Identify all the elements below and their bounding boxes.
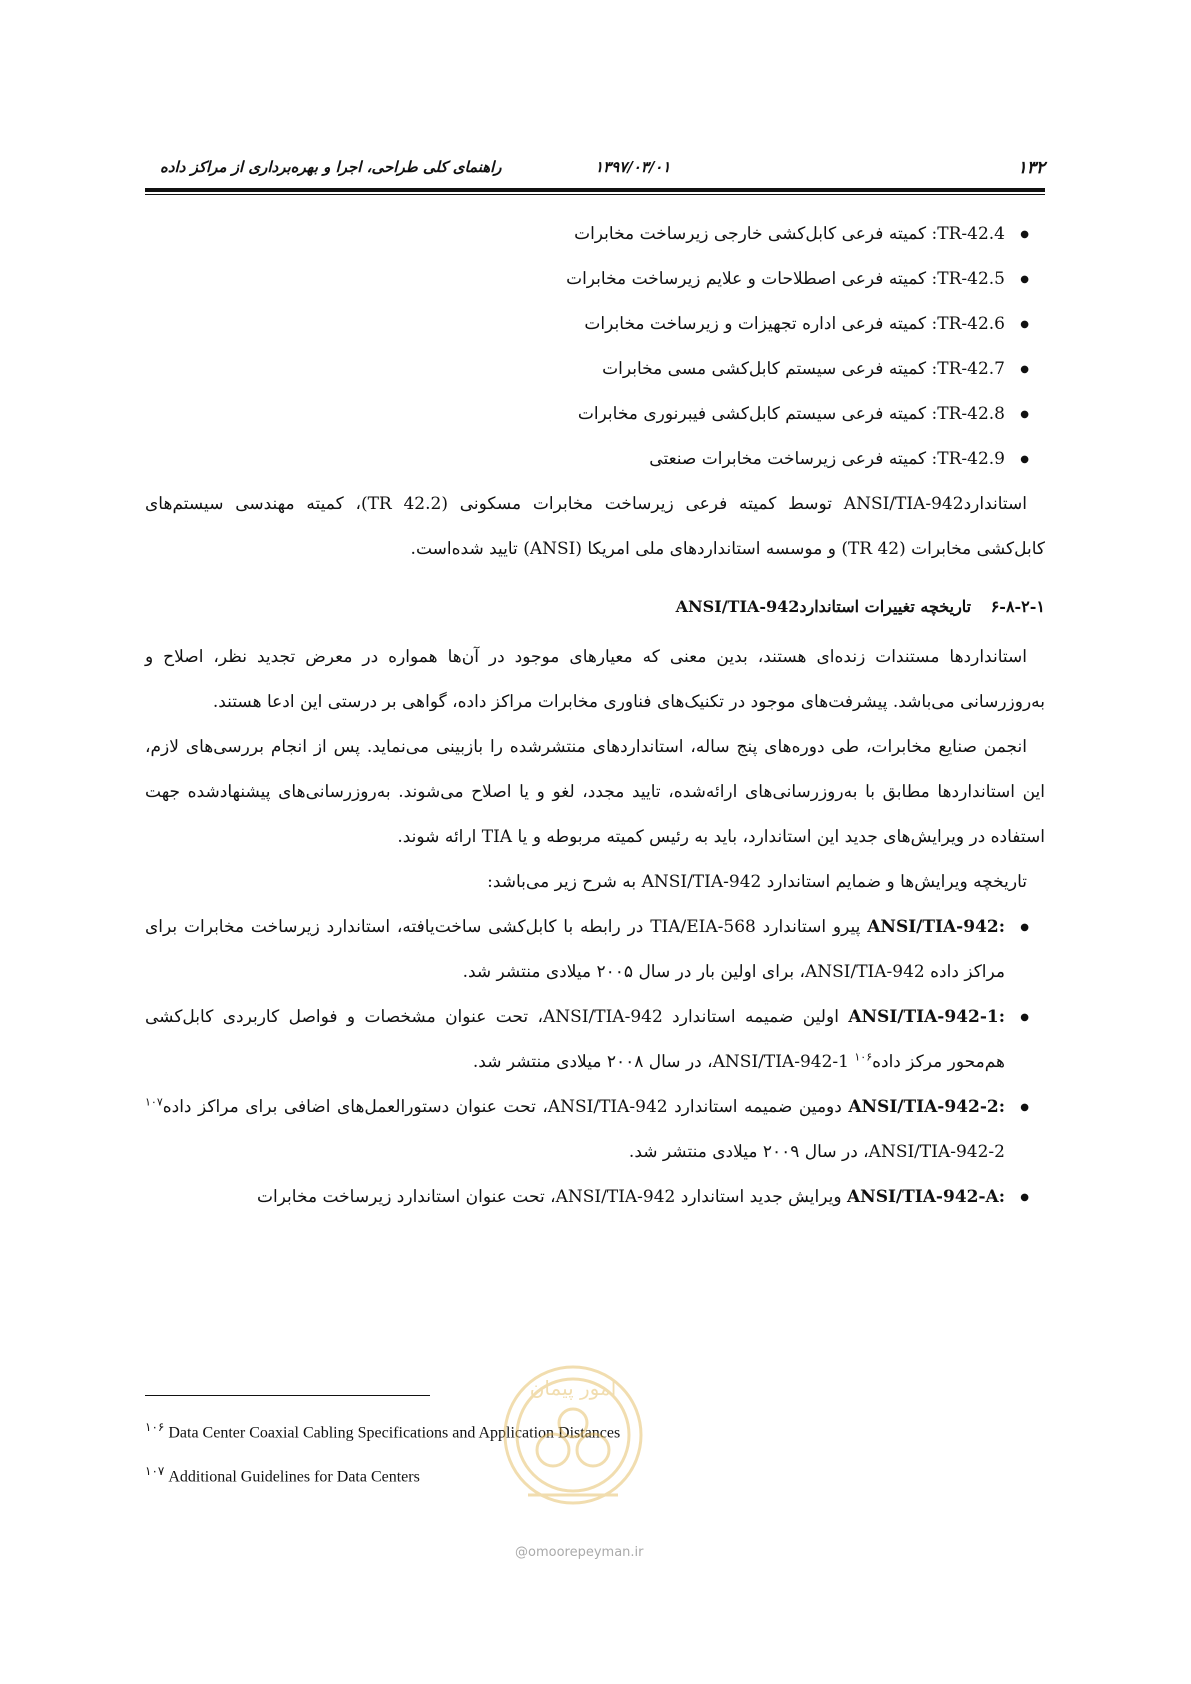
history-label: ANSI/TIA-942-A: — [846, 1187, 1005, 1207]
header-date: ۱۳۹۷/۰۳/۰۱ — [595, 158, 671, 176]
list-item: ● TR-42.8: کمیته فرعی سیستم کابل‌کشی فیبرنوری مخابرات — [145, 392, 1045, 437]
history-text: ویرایش جدید استاندارد ANSI/TIA-942، تحت عنوان استاندارد زیرساخت مخابرات — [256, 1187, 847, 1207]
intro-paragraph: استانداردANSI/TIA-942 توسط کمیته فرعی زیرساخت مخابرات مسکونی (TR 42.2)، کمیته مهندسی سیستم‌های کابل‌کشی مخابرات (TR 42) و موسسه استانداردهای ملی امریکا (ANSI) تایید شده‌است. — [145, 494, 1045, 559]
page-number: ۱۳۲ — [1017, 158, 1045, 178]
watermark-url: @omoorepeyman.ir — [515, 1545, 644, 1560]
history-text: پیرو استاندارد TIA/EIA-568 در رابطه با کابل‌کشی ساخت‌یافته، استاندارد زیرساخت مخابرات برای مراکز داده ANSI/TIA-942، برای اولین بار در سال ۲۰۰۵ میلادی منتشر شد. — [145, 917, 1005, 982]
footnote — [145, 1408, 845, 1452]
page-body — [145, 212, 1045, 1220]
watermark-logo — [498, 1345, 648, 1535]
header-title: راهنمای کلی طراحی، اجرا و بهره‌برداری از مراکز داده — [160, 158, 502, 176]
history-item — [145, 905, 1045, 995]
history-list — [145, 905, 1045, 1220]
footnote — [145, 1452, 845, 1496]
paragraph: تاریخچه ویرایش‌ها و ضمایم استاندارد ANSI/TIA-942 به شرح زیر می‌باشد: — [487, 872, 1027, 892]
list-item: ● TR-42.4: کمیته فرعی کابل‌کشی خارجی زیرساخت مخابرات — [145, 212, 1045, 257]
history-item — [145, 995, 1045, 1085]
history-text-tail: ANSI/TIA-942-2، در سال ۲۰۰۹ میلادی منتشر شد. — [628, 1142, 1005, 1162]
section-title: تاریخچه تغییرات استانداردANSI/TIA-942 — [675, 597, 972, 616]
history-text: اولین ضمیمه استاندارد ANSI/TIA-942، تحت عنوان مشخصات و فواصل کاربردی کابل‌کشی هم‌محور مرکز داده — [145, 1007, 1005, 1072]
history-text-tail: ANSI/TIA-942-1، در سال ۲۰۰۸ میلادی منتشر شد. — [472, 1052, 855, 1072]
section-heading — [145, 584, 1045, 629]
footnote-ref[interactable]: ۱۰۷ — [145, 1095, 163, 1109]
list-item: ● TR-42.5: کمیته فرعی اصطلاحات و علایم زیرساخت مخابرات — [145, 257, 1045, 302]
history-label: ANSI/TIA-942: — [867, 917, 1005, 937]
history-label: ANSI/TIA-942-2: — [848, 1097, 1005, 1117]
section-number: ۶-۸-۲-۱ — [990, 597, 1045, 616]
history-item — [145, 1175, 1045, 1220]
paragraph: انجمن صنایع مخابرات، طی دوره‌های پنج ساله، استانداردهای منتشرشده را بازبینی می‌نماید. پس از انجام بررسی‌های لازم، این استانداردها مطابق با به‌روزرسانی‌های ارائه‌شده، تایید مجدد، لغو و یا اصلاح می‌شوند. به‌روزرسانی‌های پیشنهادشده جهت استفاده در ویرایش‌های جدید این استاندارد، باید به رئیس کمیته مربوطه و یا TIA ارائه شوند. — [145, 737, 1045, 847]
footnote-rule — [145, 1395, 430, 1396]
footnote-text: Additional Guidelines for Data Centers — [168, 1468, 420, 1486]
list-item: ● TR-42.6: کمیته فرعی اداره تجهیزات و زیرساخت مخابرات — [145, 302, 1045, 347]
page-header — [145, 158, 1045, 180]
footnote-number: ۱۰۷ — [145, 1464, 165, 1479]
list-item: ● TR-42.9: کمیته فرعی زیرساخت مخابرات صنعتی — [145, 437, 1045, 482]
watermark-logo-text: امور پیمان — [529, 1376, 617, 1400]
paragraph: استانداردها مستندات زنده‌ای هستند، بدین معنی که معیارهای موجود در آن‌ها همواره در معرض تجدید نظر، اصلاح و به‌روزرسانی می‌باشد. پیشرفت‌های موجود در تکنیک‌های فناوری مخابرات مراکز داده، گواهی بر درستی این ادعا هستند. — [145, 647, 1045, 712]
history-item — [145, 1085, 1045, 1175]
subcommittee-list — [145, 212, 1045, 482]
footnotes — [145, 1408, 845, 1497]
list-item: ● TR-42.7: کمیته فرعی سیستم کابل‌کشی مسی مخابرات — [145, 347, 1045, 392]
history-label: ANSI/TIA-942-1: — [848, 1007, 1005, 1027]
header-rule-thin — [145, 194, 1045, 195]
footnote-number: ۱۰۶ — [145, 1420, 165, 1434]
header-rule — [145, 188, 1045, 192]
history-text: دومین ضمیمه استاندارد ANSI/TIA-942، تحت عنوان دستورالعمل‌های اضافی برای مراکز داده — [162, 1097, 849, 1117]
footnote-ref[interactable]: ۱۰۶ — [854, 1050, 873, 1064]
footnote-text: Data Center Coaxial Cabling Specifications and Application Distances — [168, 1424, 621, 1442]
